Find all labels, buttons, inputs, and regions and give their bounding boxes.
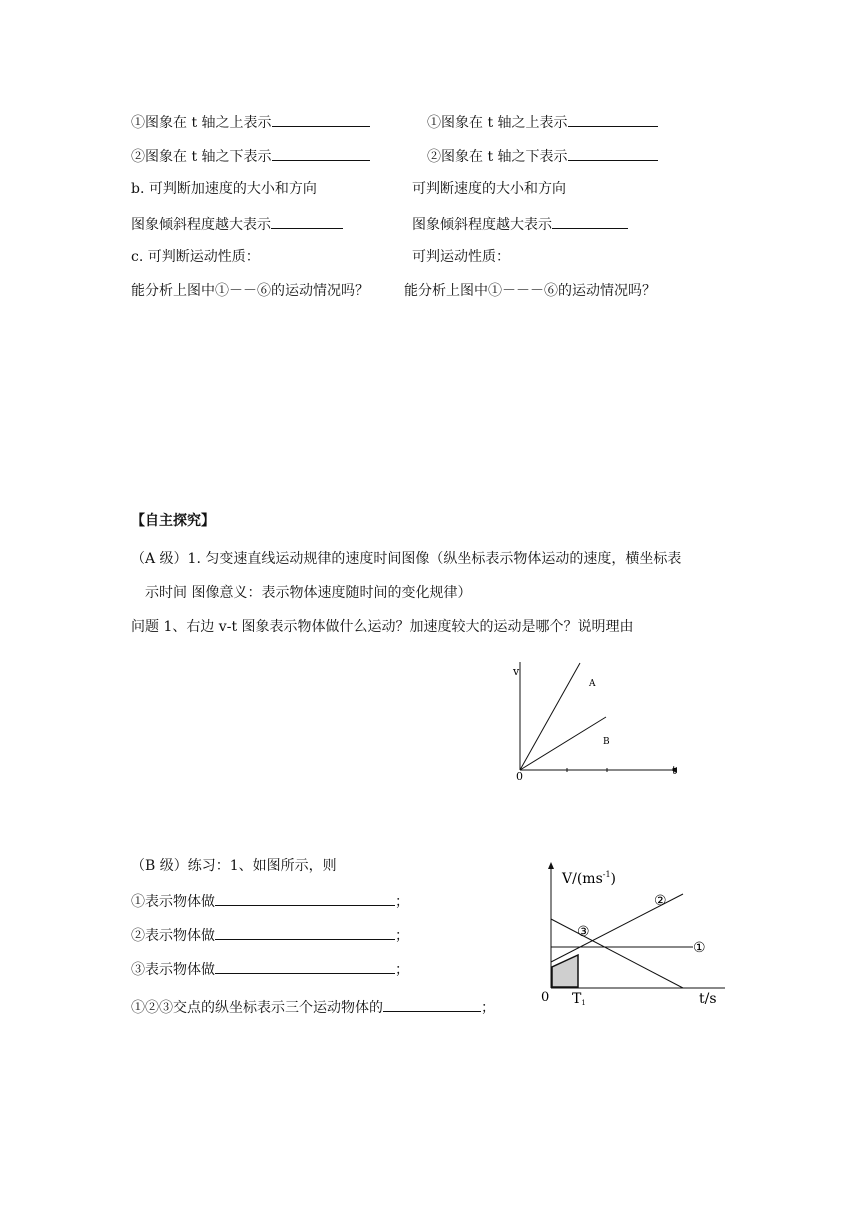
row1-left	[131, 112, 370, 132]
y-axis-label-close: )	[610, 871, 617, 887]
answer-blank[interactable]	[271, 214, 343, 229]
y-axis-label	[561, 870, 616, 887]
practice-item2	[131, 925, 409, 945]
answer-blank[interactable]	[215, 925, 395, 940]
row6-left	[131, 282, 369, 300]
question1: 问题 1、右边 v-t 图象表示物体做什么运动？加速度较大的运动是哪个？说明理由	[131, 619, 634, 635]
practice-item3-text: ③表示物体做	[131, 962, 215, 978]
y-axis-label: v	[513, 665, 520, 678]
semicolon: ；	[395, 928, 409, 944]
answer-blank[interactable]	[568, 112, 658, 127]
answer-blank[interactable]	[272, 146, 370, 161]
row4-right	[412, 214, 628, 234]
answer-blank[interactable]	[568, 146, 658, 161]
a-level-line2: 示时间 图像意义：表示物体速度随时间的变化规律）	[145, 585, 472, 601]
row1-right	[427, 112, 658, 132]
origin-label: 0	[541, 990, 550, 1005]
row6-left-text: 能分析上图中①－－⑥的运动情况吗？	[131, 283, 369, 299]
vt-graph-practice	[535, 858, 735, 1008]
practice-item4	[131, 997, 495, 1017]
row2-left-text: ②图象在 t 轴之下表示	[131, 149, 272, 165]
practice-item1	[131, 891, 409, 911]
row3-right-text: 可判断速度的大小和方向	[412, 181, 566, 197]
row2-right-text: ②图象在 t 轴之下表示	[427, 149, 568, 165]
row3-right	[412, 180, 566, 198]
line-a	[520, 663, 580, 770]
row4-right-text: 图象倾斜程度越大表示	[412, 217, 552, 233]
practice-item3	[131, 959, 409, 979]
answer-blank[interactable]	[215, 959, 395, 974]
line-2-label: ②	[654, 893, 667, 909]
answer-blank[interactable]	[272, 112, 370, 127]
row4-left	[131, 214, 343, 234]
y-axis-arrow	[548, 862, 554, 869]
row4-left-text: 图象倾斜程度越大表示	[131, 217, 271, 233]
semicolon: ；	[395, 894, 409, 910]
practice-item2-text: ②表示物体做	[131, 928, 215, 944]
t1-label-main: T	[572, 991, 582, 1007]
semicolon: ；	[395, 962, 409, 978]
explore-heading: 【自主探究】	[131, 513, 215, 529]
y-axis-label-sup: -1	[602, 870, 611, 879]
t1-label-sub: 1	[581, 999, 586, 1007]
vt-graph-a-b	[505, 658, 685, 783]
a-level-line1: （A 级）1. 匀变速直线运动规律的速度时间图像（纵坐标表示物体运动的速度，横坐标表	[131, 551, 682, 567]
origin-label: 0	[516, 770, 523, 783]
line-b	[520, 717, 606, 770]
b-level-heading: （B 级）练习：1、如图所示，则	[131, 858, 337, 874]
practice-item4-text: ①②③交点的纵坐标表示三个运动物体的	[131, 1000, 383, 1016]
y-axis-label-main: V/(ms	[562, 871, 603, 887]
semicolon: ；	[481, 1000, 495, 1016]
answer-blank[interactable]	[552, 214, 628, 229]
row2-right	[427, 146, 658, 166]
answer-blank[interactable]	[383, 997, 481, 1012]
row6-right-text: 能分析上图中①－－－⑥的运动情况吗？	[404, 283, 656, 299]
line-a-label: A	[589, 679, 596, 689]
row5-left	[131, 248, 260, 266]
line-b-label: B	[603, 737, 610, 747]
practice-item1-text: ①表示物体做	[131, 894, 215, 910]
row1-right-text: ①图象在 t 轴之上表示	[427, 115, 568, 131]
row5-right	[412, 248, 510, 266]
row5-right-text: 可判运动性质：	[412, 249, 510, 265]
line-3-label: ③	[577, 924, 590, 940]
row1-left-text: ①图象在 t 轴之上表示	[131, 115, 272, 131]
row5-left-text: c. 可判断运动性质：	[131, 249, 260, 265]
row3-left-text: b. 可判断加速度的大小和方向	[131, 181, 317, 197]
x-axis-label: t	[672, 764, 677, 777]
line-1-label: ①	[693, 940, 706, 956]
t1-label	[572, 991, 586, 1007]
row3-left	[131, 180, 317, 198]
row6-right	[404, 282, 656, 300]
answer-blank[interactable]	[215, 891, 395, 906]
row2-left	[131, 146, 370, 166]
x-axis-label: t/s	[699, 991, 717, 1007]
